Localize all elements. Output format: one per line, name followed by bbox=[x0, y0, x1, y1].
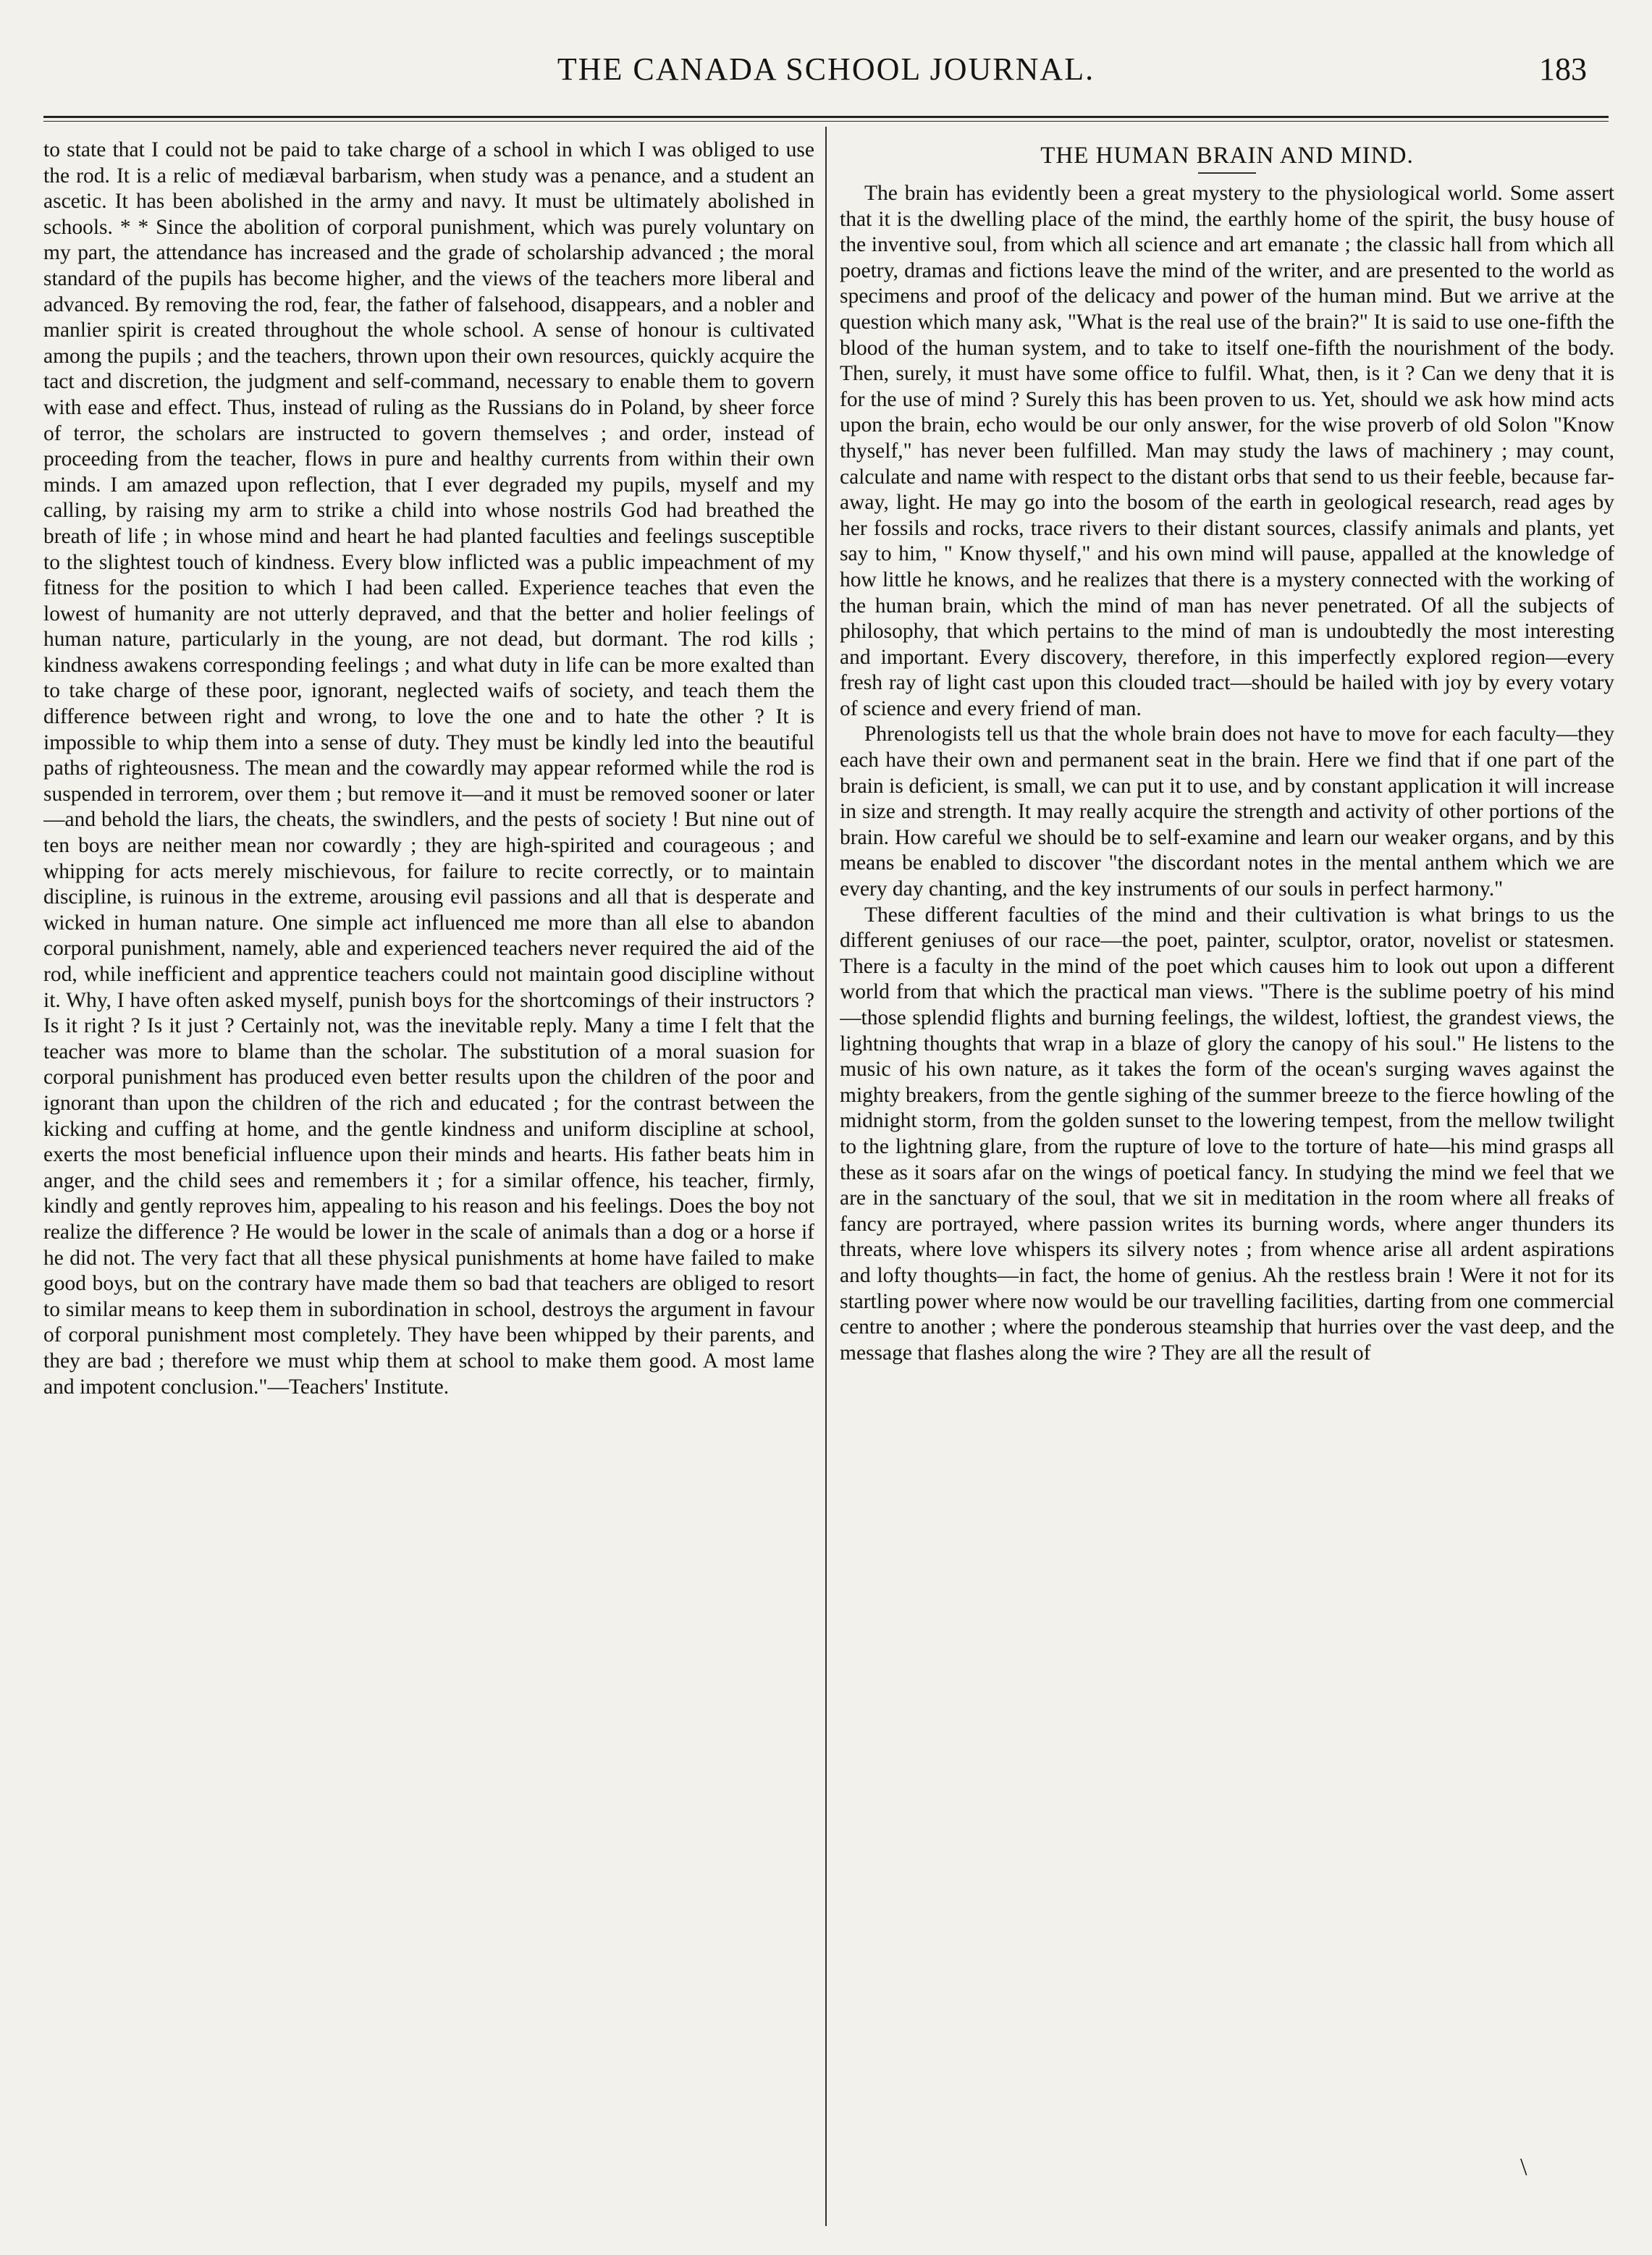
right-column bbox=[840, 138, 1614, 2222]
journal-title: THE CANADA SCHOOL JOURNAL. bbox=[557, 51, 1095, 87]
title-rule bbox=[1198, 172, 1256, 174]
stray-mark: \ bbox=[1520, 2154, 1527, 2180]
column-divider bbox=[825, 127, 827, 2226]
page-number: 183 bbox=[1539, 51, 1587, 87]
left-column bbox=[43, 138, 814, 2222]
page-header bbox=[43, 51, 1609, 101]
paragraph-1: The brain has evidently been a great mystery to the physiological world. Some assert that it is the dwelling place of the mind, the earthly home of the spirit, the busy house of the inventive soul, from which all science and art emanate ; the classic hall from which all poetry, dramas and fictions leave the mind of the writer, and are presented to the world as specimens and proof of the delicacy and power of the human mind. But we arrive at the question which many ask, "What is the real use of the brain?" It is said to use one-fifth the blood of the human system, and to take to itself one-fifth the nourishment of the body. Then, surely, it must have some office to fulfil. What, then, is it ? Can we deny that it is for the use of mind ? Surely this has been proven to us. Yet, should we ask how mind acts upon the brain, echo would be our only answer, for the wise proverb of old Solon "Know thyself," has never been fulfilled. Man may study the laws of machinery ; may count, calculate and name with respect to the distant orbs that send to us their feeble, because far-away, light. He may go into the bosom of the earth in geological research, read ages by her fossils and rocks, trace rivers to their distant sources, classify animals and plants, yet say to him, " Know thyself," and his own mind will pause, appalled at the knowledge of how little he knows, and he realizes that there is a mystery connected with the working of the human brain, which the mind of man has never penetrated. Of all the subjects of philosophy, that which pertains to the mind of man is undoubtedly the most interesting and important. Every discovery, therefore, in this imperfectly explored region—every fresh ray of light cast upon this clouded tract—should be hailed with joy by every votary of science and every friend of man. bbox=[840, 182, 1614, 720]
header-rule bbox=[43, 116, 1609, 122]
article-title: THE HUMAN BRAIN AND MIND. bbox=[1040, 143, 1414, 169]
paragraph-2: Phrenologists tell us that the whole brain does not have to move for each faculty—they each have their own and permanent seat in the brain. Here we find that if one part of the brain is deficient, is small, we can put it to use, and by constant application it will increase in size and strength. It may really acquire the strength and activity of other portions of the brain. How careful we should be to self-examine and learn our weaker organs, and by this means be enabled to discover "the discordant notes in the mental anthem which we are every day chanting, and the key instruments of our souls in perfect harmony." bbox=[840, 722, 1614, 901]
paragraph-3: These different faculties of the mind and their cultivation is what brings to us the different geniuses of our race—the poet, painter, sculptor, orator, novelist or statesmen. There is a faculty in the mind of the poet which causes him to look out upon a different world from that which the practical man views. "There is the sublime poetry of his mind—those splendid flights and burning feelings, the wildest, loftiest, the grandest views, the lightning thoughts that wrap in a blaze of glory the canopy of his soul." He listens to the music of his own nature, as it takes the form of the ocean's surging waves against the mighty breakers, from the gentle sighing of the summer breeze to the fierce howling of the midnight storm, from the golden sunset to the lowering tempest, from the mellow twilight to the lightning glare, from the rupture of love to the torture of hate—his mind grasps all these as it soars afar on the wings of poetical fancy. In studying the mind we feel that we are in the sanctuary of the soul, that we sit in meditation in the room where all freaks of fancy are portrayed, where passion writes its burning words, where anger thunders its threats, where love whispers its silvery notes ; from whence arise all ardent aspirations and lofty thoughts—in fact, the home of genius. Ah the restless brain ! Were it not for its startling power where now would be our travelling facilities, darting from one commercial centre to another ; where the ponderous steamship that hurries over the vast deep, and the message that flashes along the wire ? They are all the result of bbox=[840, 903, 1614, 1365]
left-column-text: to state that I could not be paid to take charge of a school in which I was obliged to use the rod. It is a relic of mediæval barbarism, when study was a penance, and a student an ascetic. It has been abolished in the army and navy. It must be ultimately abolished in schools. * * Since the abolition of corporal punishment, which was purely voluntary on my part, the attendance has increased and the grade of scholarship advanced ; the moral standard of the pupils has become higher, and the views of the teachers more liberal and advanced. By removing the rod, fear, the father of falsehood, disappears, and a nobler and manlier spirit is created throughout the whole school. A sense of honour is cultivated among the pupils ; and the teachers, thrown upon their own resources, quickly acquire the tact and discretion, the judgment and self-command, necessary to enable them to govern with ease and effect. Thus, instead of ruling as the Russians do in Poland, by sheer force of terror, the scholars are instructed to govern themselves ; and order, instead of proceeding from the teacher, flows in pure and healthy currents from within their own minds. I am amazed upon reflection, that I ever degraded my pupils, myself and my calling, by raising my arm to strike a child into whose nostrils God had breathed the breath of life ; in whose mind and heart he had planted faculties and feelings susceptible to the slightest touch of kindness. Every blow inflicted was a public impeachment of my fitness for the position to which I had been called. Experience teaches that even the lowest of humanity are not utterly depraved, and that the better and holier feelings of human nature, particularly in the young, are not dead, but dormant. The rod kills ; kindness awakens corresponding feelings ; and what duty in life can be more exalted than to take charge of these poor, ignorant, neglected waifs of society, and teach them the difference between right and wrong, to love the one and to hate the other ? It is impossible to whip them into a sense of duty. They must be kindly led into the beautiful paths of righteousness. The mean and the cowardly may appear reformed while the rod is suspended in terrorem, over them ; but remove it—and it must be removed sooner or later—and behold the liars, the cheats, the swindlers, and the pests of society ! But nine out of ten boys are neither mean nor cowardly ; they are high-spirited and courageous ; and whipping for acts merely mischievous, for failure to recite correctly, or to maintain discipline, is ruinous in the extreme, arousing evil passions and all that is desperate and wicked in human nature. One simple act influenced me more than all else to abandon corporal punishment, namely, able and experienced teachers never required the aid of the rod, while inefficient and apprentice teachers could not maintain good discipline without it. Why, I have often asked myself, punish boys for the shortcomings of their instructors ? Is it right ? Is it just ? Certainly not, was the inevitable reply. Many a time I felt that the teacher was more to blame than the scholar. The substitution of a moral suasion for corporal punishment has produced even better results upon the children of the poor and ignorant than upon the children of the rich and educated ; for the contrast between the kicking and cuffing at home, and the gentle kindness and uniform discipline at school, exerts the most beneficial influence upon their minds and hearts. His father beats him in anger, and the child sees and remembers it ; for a similar offence, his teacher, firmly, kindly and gently reproves him, appealing to his reason and his feelings. Does the boy not realize the difference ? He would be lower in the scale of animals than a dog or a horse if he did not. The very fact that all these physical punishments at home have failed to make good boys, but on the contrary have made them so bad that teachers are obliged to resort to similar means to keep them in subordination in school, destroys the argument in favour of corporal punishment most completely. They have been whipped by their parents, and they are bad ; therefore we must whip them at school to make them good. A most lame and impotent conclusion."—Teachers' Institute. bbox=[43, 138, 814, 1399]
